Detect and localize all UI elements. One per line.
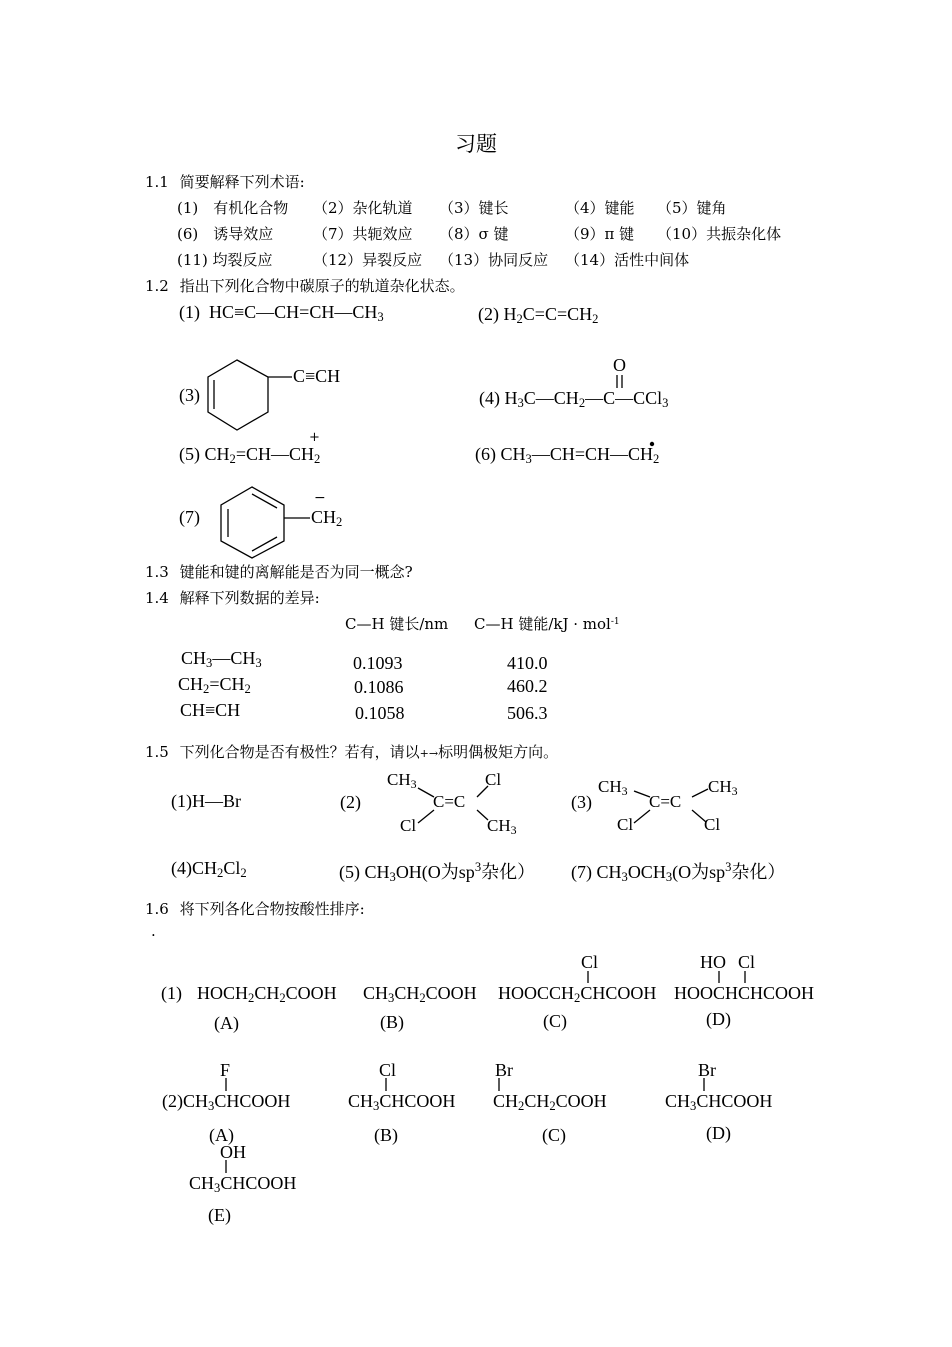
table-row: $CH_2=CH_2$ <box>178 674 251 697</box>
question-prompt: 简要解释下列术语: <box>179 173 305 191</box>
compound-letter: (A) <box>214 1013 239 1033</box>
dipole-arrow-icon: +→ <box>419 747 439 760</box>
stray-dot: . <box>151 922 156 940</box>
acid-2c: $CH_2CH_2COOH$ <box>493 1091 607 1114</box>
acid-1d: HOOCHCHCOOH <box>674 983 815 1003</box>
question-1-3 <box>145 561 413 582</box>
bond-energy-value: 410.0 <box>507 653 548 673</box>
compound-1: (1) $HC\equiv C—CH=CH—CH_3$ <box>179 302 384 325</box>
chlorine-atom: Cl <box>704 815 721 834</box>
compound-3-label: (3) <box>179 385 200 405</box>
hydroxy-group: OH <box>220 1142 246 1162</box>
molecule-3-label: (3) <box>571 792 592 812</box>
fluorine-atom: F <box>220 1060 231 1080</box>
molecule-7: (7) $CH_3OCH_3(O$为$sp^3$杂化） <box>571 860 786 885</box>
chlorine-atom: Cl <box>485 770 502 789</box>
methyl-group: $CH_3$ <box>487 816 517 837</box>
compound-letter: (D) <box>706 1009 731 1029</box>
bond-energy-value: 506.3 <box>507 703 548 723</box>
acid-1a: $HOCH_2CH_2COOH$ <box>197 983 337 1006</box>
methyl-group: $CH_3$ <box>387 770 417 791</box>
table-header-length: C—H 键长/nm <box>345 615 449 633</box>
molecule-4: $(4)CH_2Cl_2$ <box>171 858 247 881</box>
compound-letter: (D) <box>706 1123 731 1143</box>
term-item: （13）协同反应 <box>439 251 549 269</box>
compound-letter: (C) <box>542 1125 566 1145</box>
term-item: （4）键能 <box>565 199 635 217</box>
set-1-label: (1) <box>161 983 182 1003</box>
term-item: （7）共轭效应 <box>313 225 413 243</box>
question-number: 1.3 <box>145 563 169 581</box>
question-1-6 <box>145 898 365 919</box>
question-number: 1.2 <box>145 277 169 295</box>
benzene-ring <box>221 487 284 558</box>
ethynyl-group: C≡CH <box>293 366 341 386</box>
term-item: （5）键角 <box>657 199 727 217</box>
carbonyl-oxygen: O <box>613 355 626 375</box>
acid-2e: $CH_3CHCOOH$ <box>189 1173 297 1196</box>
question-number: 1.6 <box>145 900 169 918</box>
page-title: 习题 <box>455 132 497 156</box>
chlorine-atom: Cl <box>379 1060 397 1080</box>
chlorine-atom: Cl <box>738 952 756 972</box>
table-row: CH≡CH <box>180 700 241 720</box>
hydroxy-group: HO <box>700 952 726 972</box>
chlorine-atom: Cl <box>400 816 417 835</box>
double-bond-cc: C=C <box>433 792 466 811</box>
acid-1c: $HOOCCH_2CHCOOH$ <box>498 983 657 1006</box>
anion-charge: − <box>314 490 326 506</box>
chlorine-atom: Cl <box>617 815 634 834</box>
molecule-5: (5) $CH_3OH(O$为$sp^3$杂化） <box>339 860 536 885</box>
term-item: （2）杂化轨道 <box>313 199 413 217</box>
double-bond-cc: C=C <box>649 792 682 811</box>
bond-length-value: 0.1058 <box>355 703 405 723</box>
question-1-5: 1.5 下列化合物是否有极性？若有，请以+→标明偶极矩方向。 <box>145 743 559 761</box>
question-prompt: 解释下列数据的差异: <box>179 589 320 607</box>
term-item: （10）共振杂化体 <box>657 225 782 243</box>
question-number: 1.5 <box>145 743 169 761</box>
methyl-group: $CH_3$ <box>708 777 738 798</box>
chlorine-atom: Cl <box>581 952 599 972</box>
molecule-2-label: (2) <box>340 792 361 812</box>
acid-2b: $CH_3CHCOOH$ <box>348 1091 456 1114</box>
bromine-atom: Br <box>698 1060 716 1080</box>
compound-4: (4) $H_3C—CH_2—C—CCl_3$ <box>479 388 669 411</box>
table-header-energy: C—H 键能/kJ · mol$^{-1}$ <box>474 615 620 633</box>
compound-2: (2) $H_2C=C=CH_2$ <box>478 304 599 327</box>
acid-2a: $(2)CH_3CHCOOH$ <box>162 1091 291 1114</box>
compound-letter: (B) <box>374 1125 398 1145</box>
compound-6: (6) $CH_3—CH=CH—CH_2$ <box>475 444 660 467</box>
term-item: (1) 有机化合物 <box>177 199 289 217</box>
molecule-1: (1)H—Br <box>171 791 241 811</box>
term-item: （14）活性中间体 <box>565 251 690 269</box>
table-row: $CH_3—CH_3$ <box>181 648 262 671</box>
benzyl-ch2: $CH_2$ <box>311 507 343 530</box>
bond-energy-value: 460.2 <box>507 676 548 696</box>
compound-letter: (E) <box>208 1205 231 1225</box>
cation-charge: + <box>309 430 320 445</box>
benzene-inner-bond <box>252 537 277 551</box>
acid-2d: $CH_3CHCOOH$ <box>665 1091 773 1114</box>
question-prompt: 将下列各化合物按酸性排序: <box>179 900 365 918</box>
methyl-group: $CH_3$ <box>598 777 628 798</box>
bond-length-value: 0.1093 <box>353 653 403 673</box>
benzene-inner-bond <box>252 494 277 508</box>
term-item: （3）键长 <box>439 199 509 217</box>
question-1-4 <box>145 587 320 608</box>
term-item: （9）π 键 <box>565 225 635 243</box>
compound-7-label: (7) <box>179 507 200 527</box>
acid-1b: $CH_3CH_2COOH$ <box>363 983 477 1006</box>
cyclohexene-ring <box>208 360 268 430</box>
term-item: (6) 诱导效应 <box>177 225 274 243</box>
question-prompt: 键能和键的离解能是否为同一概念? <box>179 563 413 581</box>
question-prompt: 指出下列化合物中碳原子的轨道杂化状态。 <box>179 277 465 295</box>
bromine-atom: Br <box>495 1060 513 1080</box>
question-number: 1.1 <box>145 173 169 191</box>
compound-5: (5) $CH_2=CH—CH_2$ <box>179 444 321 467</box>
question-prompt: 下列化合物是否有极性？若有，请以 <box>179 743 420 761</box>
term-item: (11) 均裂反应 <box>177 251 273 269</box>
question-number: 1.4 <box>145 589 169 607</box>
compound-letter: (A) <box>209 1125 234 1145</box>
compound-letter: (C) <box>543 1011 567 1031</box>
term-item: （12）异裂反应 <box>313 251 423 269</box>
bond-length-value: 0.1086 <box>354 677 404 697</box>
term-item: （8）σ 键 <box>439 225 509 243</box>
compound-letter: (B) <box>380 1012 404 1032</box>
